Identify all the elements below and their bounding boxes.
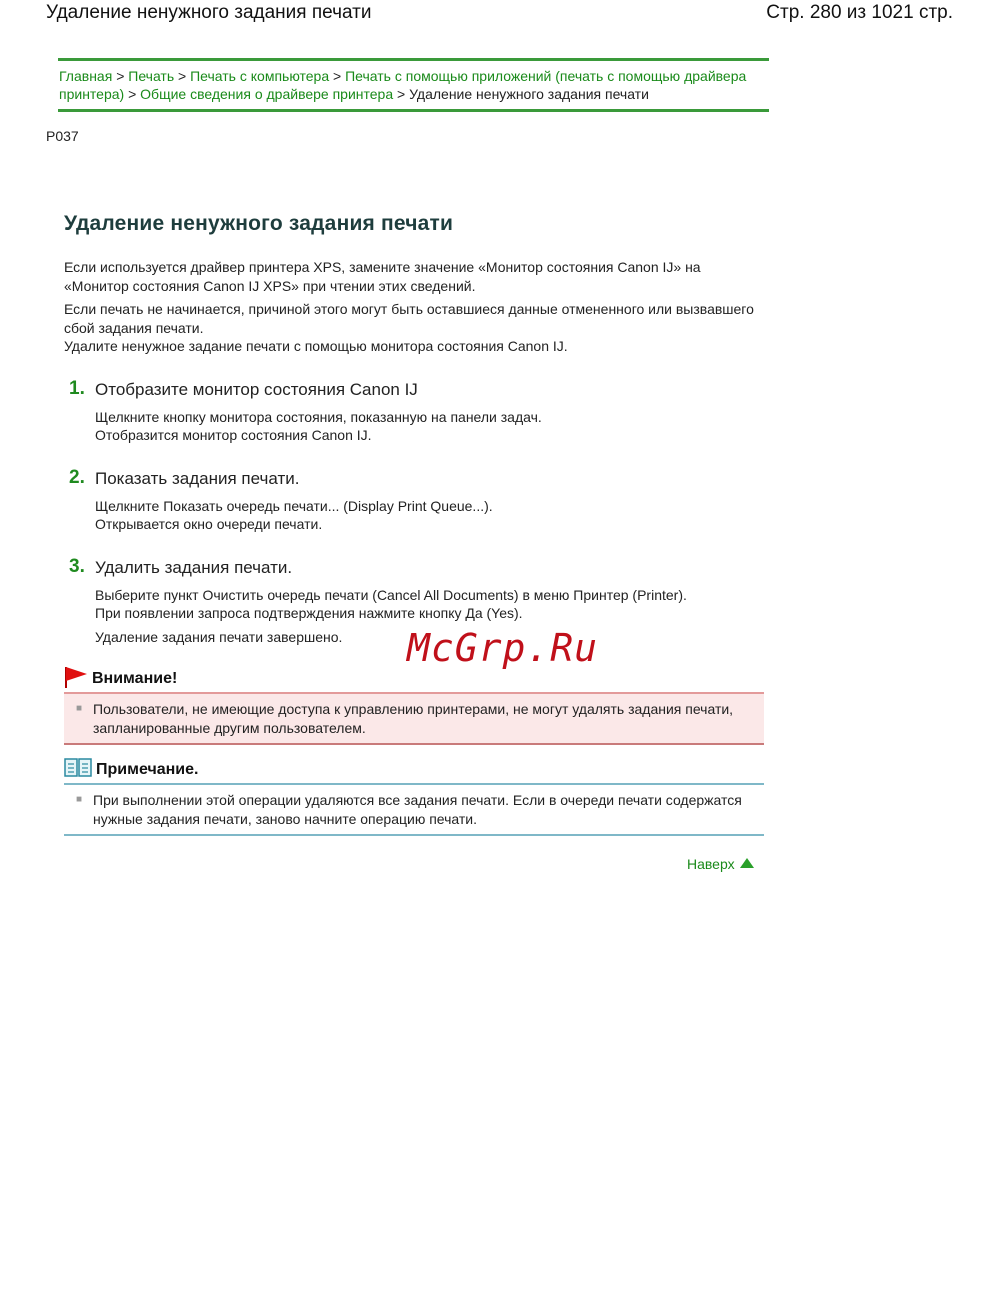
breadcrumb-separator: > bbox=[178, 68, 187, 84]
step-title: Удалить задания печати. bbox=[95, 557, 293, 577]
breadcrumb-separator: > bbox=[128, 86, 137, 102]
breadcrumb-home[interactable]: Главная bbox=[59, 68, 113, 84]
step-line: Щелкните Показать очередь печати... (Display Print Queue...). bbox=[95, 497, 493, 514]
breadcrumb-current: Удаление ненужного задания печати bbox=[409, 86, 649, 102]
up-arrow-icon bbox=[739, 856, 755, 872]
bullet-icon: ■ bbox=[76, 794, 83, 805]
caution-label: Внимание! bbox=[92, 670, 178, 687]
breadcrumb-separator: > bbox=[333, 68, 342, 84]
breadcrumb bbox=[58, 58, 769, 112]
step-number: 3. bbox=[69, 555, 85, 577]
breadcrumb-separator: > bbox=[397, 86, 406, 102]
article bbox=[64, 212, 764, 836]
back-to-top-link[interactable] bbox=[687, 856, 755, 872]
caution-text: Пользователи, не имеющие доступа к управлению принтерами, не могут удалять задания печати, запланированные другим пользователем. bbox=[93, 701, 734, 736]
breadcrumb-print-from-computer[interactable]: Печать с компьютера bbox=[190, 68, 330, 84]
note-box bbox=[64, 757, 764, 836]
step-title: Показать задания печати. bbox=[95, 468, 300, 488]
step-body bbox=[95, 497, 764, 534]
note-text: При выполнении этой операции удаляются все задания печати. Если в очереди печати содержатся нужные задания печати, заново начните операцию печати. bbox=[93, 792, 742, 827]
breadcrumb-driver-overview[interactable]: Общие сведения о драйвере принтера bbox=[140, 86, 394, 102]
document-id: P037 bbox=[46, 128, 79, 144]
book-icon bbox=[64, 757, 92, 784]
intro-paragraph: Если печать не начинается, причиной этого могут быть оставшиеся данные отмененного или вызвавшего сбой задания печати. bbox=[64, 301, 754, 336]
step-line: Отобразится монитор состояния Canon IJ. bbox=[95, 427, 372, 443]
breadcrumb-print-from-apps[interactable]: Печать с помощью приложений (печать с помощью драйвера принтера) bbox=[59, 68, 747, 102]
document-title: Удаление ненужного задания печати bbox=[46, 2, 372, 23]
flag-icon bbox=[64, 665, 88, 694]
step-number: 1. bbox=[69, 377, 85, 399]
step-line: Выберите пункт Очистить очередь печати (Cancel All Documents) в меню Принтер (Printer). bbox=[95, 586, 687, 603]
bullet-icon: ■ bbox=[76, 703, 83, 714]
watermark: McGrp.Ru bbox=[407, 626, 599, 670]
intro-paragraph: Если используется драйвер принтера XPS, замените значение «Монитор состояния Canon IJ» на «Монитор состояния Canon IJ XPS» при чтении этих сведений. bbox=[64, 259, 701, 294]
breadcrumb-print[interactable]: Печать bbox=[128, 68, 175, 84]
step-body bbox=[95, 408, 764, 445]
step-2 bbox=[64, 467, 764, 534]
step-line: При появлении запроса подтверждения нажмите кнопку Да (Yes). bbox=[95, 605, 523, 621]
step-line: Удаление задания печати завершено. bbox=[95, 628, 343, 645]
breadcrumb-separator: > bbox=[116, 68, 125, 84]
step-number: 2. bbox=[69, 466, 85, 488]
step-line: Открывается окно очереди печати. bbox=[95, 516, 323, 532]
back-to-top-label: Наверх bbox=[687, 856, 735, 872]
step-title: Отобразите монитор состояния Canon IJ bbox=[95, 379, 418, 399]
step-1 bbox=[64, 378, 764, 445]
intro-paragraph: Удалите ненужное задание печати с помощью монитора состояния Canon IJ. bbox=[64, 338, 568, 354]
article-heading: Удаление ненужного задания печати bbox=[64, 212, 454, 235]
caution-box bbox=[64, 666, 764, 745]
page-counter: Стр. 280 из 1021 стр. bbox=[766, 2, 953, 23]
step-line: Щелкните кнопку монитора состояния, показанную на панели задач. bbox=[95, 408, 542, 425]
note-label: Примечание. bbox=[96, 761, 199, 778]
